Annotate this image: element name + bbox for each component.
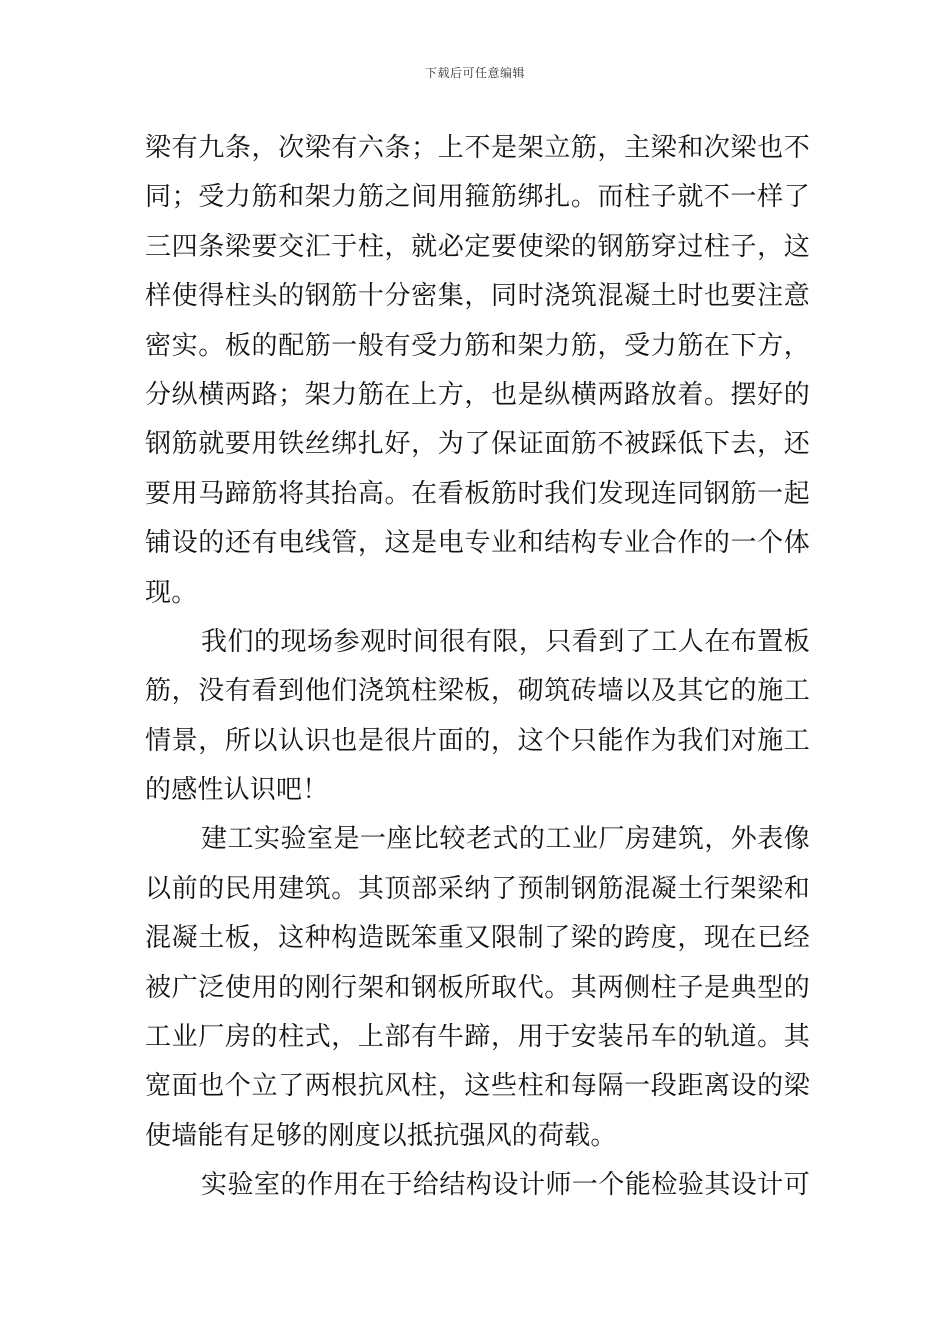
text-line: 梁有九条，次梁有六条；上不是架立筋，主梁和次梁也不 <box>145 133 810 163</box>
text-line: 现。 <box>145 577 198 608</box>
paragraph <box>145 618 810 816</box>
text-line: 要用马蹄筋将其抬高。在看板筋时我们发现连同钢筋一起 <box>145 478 810 509</box>
text-line: 分纵横两路；架力筋在上方，也是纵横两路放着。摆好的 <box>145 379 810 410</box>
document-body <box>145 124 810 1211</box>
text-line: 宽面也个立了两根抗风柱，这些柱和每隔一段距离设的梁 <box>145 1071 810 1102</box>
text-line: 样使得柱头的钢筋十分密集，同时浇筑混凝土时也要注意 <box>145 281 810 312</box>
text-line: 以前的民用建筑。其顶部采纳了预制钢筋混凝土行架梁和 <box>145 873 810 904</box>
paragraph <box>145 1161 810 1210</box>
text-line: 密实。板的配筋一般有受力筋和架力筋，受力筋在下方， <box>145 330 810 361</box>
text-line: 使墙能有足够的刚度以抵抗强风的荷载。 <box>145 1120 617 1151</box>
text-line: 同；受力筋和架力筋之间用箍筋绑扎。而柱子就不一样了 <box>145 182 810 213</box>
text-line: 钢筋就要用铁丝绑扎好，为了保证面筋不被踩低下去，还 <box>145 429 810 460</box>
paragraph <box>145 815 810 1161</box>
text-line: 实验室的作用在于给结构设计师一个能检验其设计可 <box>201 1170 810 1201</box>
text-line: 的感性认识吧！ <box>145 775 329 806</box>
text-line: 工业厂房的柱式，上部有牛蹄，用于安装吊车的轨道。其 <box>145 1022 810 1053</box>
text-line: 铺设的还有电线管，这是电专业和结构专业合作的一个体 <box>145 528 810 559</box>
text-line: 三四条梁要交汇于柱，就必定要使梁的钢筋穿过柱子，这 <box>145 231 810 262</box>
text-line: 被广泛使用的刚行架和钢板所取代。其两侧柱子是典型的 <box>145 972 810 1003</box>
text-line: 混凝土板，这种构造既笨重又限制了梁的跨度，现在已经 <box>145 923 810 954</box>
text-line: 建工实验室是一座比较老式的工业厂房建筑，外表像 <box>201 824 810 855</box>
text-line: 筋，没有看到他们浇筑柱梁板，砌筑砖墙以及其它的施工 <box>145 676 810 707</box>
text-line: 情景，所以认识也是很片面的，这个只能作为我们对施工 <box>145 725 810 756</box>
paragraph <box>145 124 810 618</box>
page-header: 下载后可任意编辑 <box>424 66 525 80</box>
text-line: 我们的现场参观时间很有限，只看到了工人在布置板 <box>201 626 810 657</box>
